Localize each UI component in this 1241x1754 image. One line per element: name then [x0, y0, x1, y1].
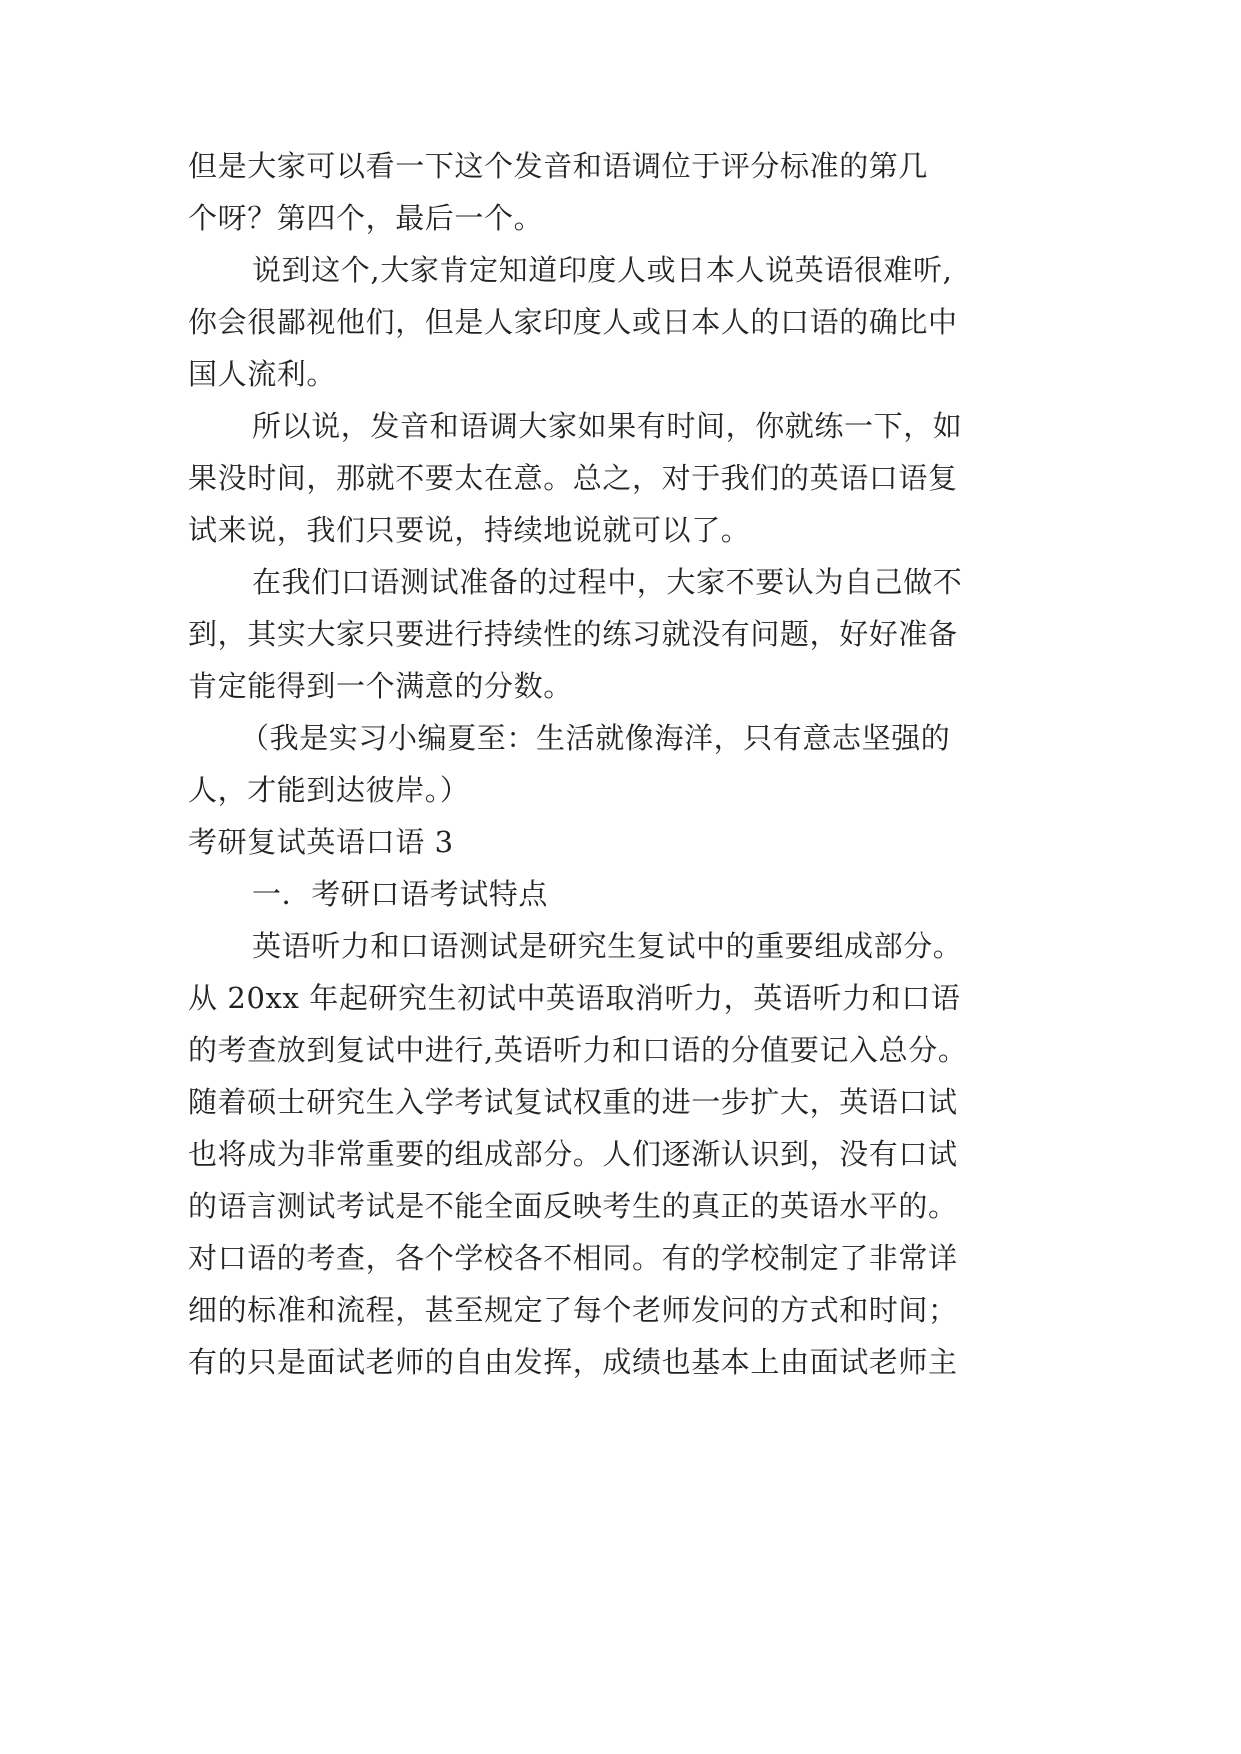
text-line: 也将成为非常重要的组成部分。人们逐渐认识到，没有口试	[188, 1137, 958, 1171]
text-line: 果没时间，那就不要太在意。总之，对于我们的英语口语复	[188, 461, 958, 495]
section-heading: 考研复试英语口语 3	[188, 825, 454, 859]
text-line: 细的标准和流程，甚至规定了每个老师发问的方式和时间；	[188, 1293, 958, 1327]
text-line: 国人流利。	[188, 357, 337, 391]
text-line: 从 20xx 年起研究生初试中英语取消听力，英语听力和口语	[188, 981, 961, 1015]
text-line: 肯定能得到一个满意的分数。	[188, 669, 573, 703]
text-line: 人，才能到达彼岸。）	[188, 773, 470, 807]
paragraph-start-line: （我是实习小编夏至：生活就像海洋，只有意志坚强的	[240, 721, 951, 755]
text-line: 对口语的考查，各个学校各不相同。有的学校制定了非常详	[188, 1241, 958, 1275]
text-line: 的语言测试考试是不能全面反映考生的真正的英语水平的。	[188, 1189, 958, 1223]
text-line: 你会很鄙视他们，但是人家印度人或日本人的口语的确比中	[188, 305, 958, 339]
text-line: 有的只是面试老师的自由发挥，成绩也基本上由面试老师主	[188, 1345, 958, 1379]
paragraph-start-line: 所以说，发音和语调大家如果有时间，你就练一下，如	[252, 409, 963, 443]
paragraph-start-line: 说到这个,大家肯定知道印度人或日本人说英语很难听,	[252, 253, 953, 287]
text-line: 个呀？第四个，最后一个。	[188, 201, 544, 235]
paragraph-start-line: 英语听力和口语测试是研究生复试中的重要组成部分。	[252, 929, 963, 963]
paragraph-start-line: 在我们口语测试准备的过程中，大家不要认为自己做不	[252, 565, 963, 599]
text-line: 随着硕士研究生入学考试复试权重的进一步扩大，英语口试	[188, 1085, 958, 1119]
text-line: 到，其实大家只要进行持续性的练习就没有问题，好好准备	[188, 617, 958, 651]
text-line: 试来说，我们只要说，持续地说就可以了。	[188, 513, 751, 547]
text-line: 但是大家可以看一下这个发音和语调位于评分标准的第几	[188, 149, 929, 183]
subsection-heading: 一．考研口语考试特点	[252, 877, 549, 911]
text-line: 的考查放到复试中进行,英语听力和口语的分值要记入总分。	[188, 1033, 968, 1067]
